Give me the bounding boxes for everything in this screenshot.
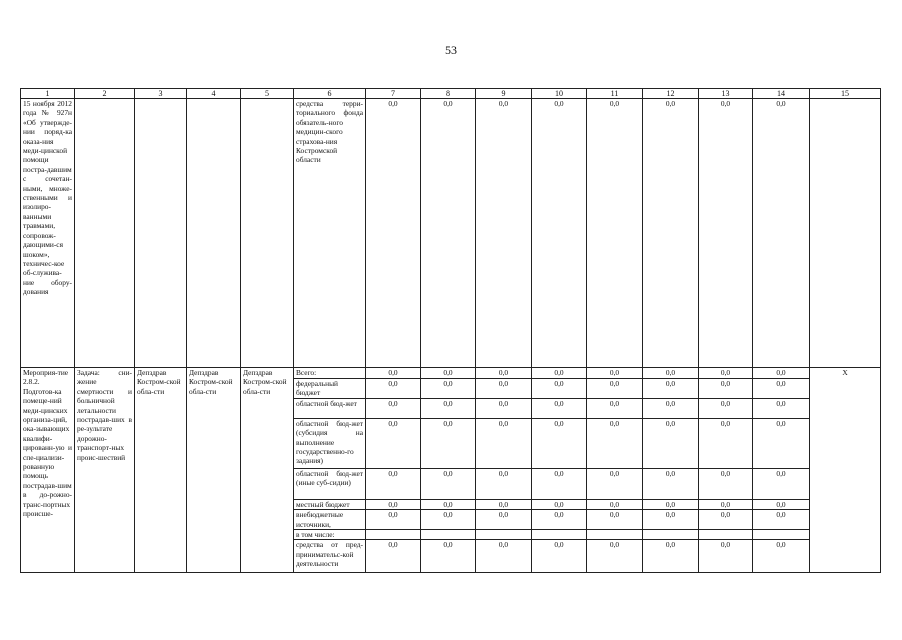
value-cell: 0,0 xyxy=(532,398,587,418)
value-cell: 0,0 xyxy=(366,540,421,573)
value-cell: 0,0 xyxy=(532,379,587,399)
value-cell: 0,0 xyxy=(366,418,421,468)
funding-source-label: областной бюд-жет (субсидия на выполнение государственно-го задания) xyxy=(294,418,366,468)
column-number: 5 xyxy=(241,89,294,99)
value-cell: 0,0 xyxy=(753,379,810,399)
value-cell: 0,0 xyxy=(643,499,699,509)
value-cell: 0,0 xyxy=(753,499,810,509)
value-cell: 0,0 xyxy=(476,398,532,418)
value-cell: 0,0 xyxy=(366,499,421,509)
column-number: 1 xyxy=(21,89,75,99)
participant-cell: Депздрав Костром-ской обла-сти xyxy=(241,368,294,573)
empty-cell xyxy=(75,99,135,368)
value-cell: 0,0 xyxy=(643,418,699,468)
column-number: 2 xyxy=(75,89,135,99)
funding-source-label: федеральный бюджет xyxy=(294,379,366,399)
executor-cell: Депздрав Костром-ской обла-сти xyxy=(187,368,241,573)
column-number: 4 xyxy=(187,89,241,99)
value-cell: 0,0 xyxy=(476,468,532,499)
column-number: 8 xyxy=(421,89,476,99)
value-cell: 0,0 xyxy=(421,499,476,509)
funding-source-label: Всего: xyxy=(294,368,366,379)
value-cell: 0,0 xyxy=(753,510,810,530)
funding-source-label: средства терри-ториального фонда обязатель-ного медицин-ского страхова-ния Костромской области xyxy=(294,99,366,368)
value-cell: 0,0 xyxy=(699,540,753,573)
empty-cell xyxy=(135,99,187,368)
value-cell: 0,0 xyxy=(699,368,753,379)
value-cell: 0,0 xyxy=(587,398,643,418)
value-cell: 0,0 xyxy=(753,418,810,468)
empty-cell xyxy=(810,99,881,368)
value-cell: 0,0 xyxy=(366,468,421,499)
value-cell: 0,0 xyxy=(476,540,532,573)
column-number: 7 xyxy=(366,89,421,99)
column-number: 3 xyxy=(135,89,187,99)
value-cell: 0,0 xyxy=(532,468,587,499)
value-cell xyxy=(421,530,476,540)
value-cell: 0,0 xyxy=(699,398,753,418)
value-cell xyxy=(532,530,587,540)
value-cell: 0,0 xyxy=(476,99,532,368)
value-cell xyxy=(587,530,643,540)
value-cell: 0,0 xyxy=(421,540,476,573)
funding-source-label: местный бюджет xyxy=(294,499,366,509)
value-cell: 0,0 xyxy=(421,468,476,499)
value-cell: 0,0 xyxy=(532,499,587,509)
table-row xyxy=(21,368,881,379)
value-cell: 0,0 xyxy=(532,418,587,468)
value-cell: 0,0 xyxy=(699,418,753,468)
value-cell: 0,0 xyxy=(699,510,753,530)
column-number: 12 xyxy=(643,89,699,99)
value-cell: 0,0 xyxy=(587,418,643,468)
value-cell: 0,0 xyxy=(753,398,810,418)
legal-basis-cell: 15 ноября 2012 года № 927н «Об утвержде-нии поряд-ка оказа-ния меди-цинской помощи постра-давшим с сочетан-ными, множе-ственными и изолиро-ванными травмами, сопровож-дающими-ся шоком», техничес-кое об-служива-ние обору-дования xyxy=(21,99,75,368)
value-cell: 0,0 xyxy=(587,540,643,573)
value-cell: 0,0 xyxy=(532,368,587,379)
column-number: 14 xyxy=(753,89,810,99)
value-cell xyxy=(476,530,532,540)
value-cell: 0,0 xyxy=(421,418,476,468)
value-cell: 0,0 xyxy=(587,99,643,368)
value-cell: 0,0 xyxy=(421,398,476,418)
value-cell: 0,0 xyxy=(753,99,810,368)
value-cell: 0,0 xyxy=(366,99,421,368)
value-cell: 0,0 xyxy=(366,368,421,379)
value-cell: 0,0 xyxy=(366,398,421,418)
value-cell: 0,0 xyxy=(421,99,476,368)
value-cell: 0,0 xyxy=(753,540,810,573)
value-cell: 0,0 xyxy=(421,379,476,399)
activity-cell: Мероприя-тие 2.8.2. Подготов-ка помеще-ний меди-цинских организа-ций, ока-зывающих квалифи-цированн-ую и спе-циализи-рованную помощь пострадав-шим в до-рожно-транс-портных происше- xyxy=(21,368,75,573)
value-cell: 0,0 xyxy=(532,540,587,573)
column-number: 6 xyxy=(294,89,366,99)
value-cell: 0,0 xyxy=(421,510,476,530)
value-cell: 0,0 xyxy=(643,379,699,399)
value-cell xyxy=(366,530,421,540)
value-cell: 0,0 xyxy=(421,368,476,379)
value-cell: 0,0 xyxy=(476,418,532,468)
value-cell: 0,0 xyxy=(587,368,643,379)
column-number: 13 xyxy=(699,89,753,99)
value-cell xyxy=(699,530,753,540)
value-cell: 0,0 xyxy=(532,99,587,368)
value-cell: 0,0 xyxy=(366,379,421,399)
column-number-row xyxy=(21,89,881,99)
funding-source-label: в том числе: xyxy=(294,530,366,540)
value-cell: 0,0 xyxy=(753,468,810,499)
value-cell: 0,0 xyxy=(753,368,810,379)
funding-source-label: внебюджетные источники, xyxy=(294,510,366,530)
column-number: 11 xyxy=(587,89,643,99)
funding-source-label: областной бюд-жет (иные суб-сидии) xyxy=(294,468,366,499)
value-cell: 0,0 xyxy=(699,499,753,509)
value-cell: 0,0 xyxy=(587,499,643,509)
value-cell: 0,0 xyxy=(643,99,699,368)
value-cell: 0,0 xyxy=(476,510,532,530)
value-cell xyxy=(753,530,810,540)
coordinator-cell: Депздрав Костром-ской обла-сти xyxy=(135,368,187,573)
marker-cell: Х xyxy=(810,368,881,573)
value-cell: 0,0 xyxy=(587,468,643,499)
value-cell: 0,0 xyxy=(699,468,753,499)
value-cell: 0,0 xyxy=(643,468,699,499)
value-cell: 0,0 xyxy=(532,510,587,530)
funding-source-label: областной бюд-жет xyxy=(294,398,366,418)
funding-source-label: средства от пред-принимательс-кой деятельности xyxy=(294,540,366,573)
column-number: 10 xyxy=(532,89,587,99)
program-table xyxy=(20,88,881,573)
task-cell: Задача: сни-жение смертности и больничной летальности пострадав-ших в ре-зультате дорожно-транспорт-ных проис-шествий xyxy=(75,368,135,573)
value-cell: 0,0 xyxy=(643,368,699,379)
column-number: 9 xyxy=(476,89,532,99)
empty-cell xyxy=(241,99,294,368)
value-cell: 0,0 xyxy=(476,368,532,379)
value-cell: 0,0 xyxy=(643,510,699,530)
value-cell: 0,0 xyxy=(643,540,699,573)
value-cell: 0,0 xyxy=(476,379,532,399)
column-number: 15 xyxy=(810,89,881,99)
value-cell: 0,0 xyxy=(587,379,643,399)
value-cell xyxy=(643,530,699,540)
value-cell: 0,0 xyxy=(587,510,643,530)
value-cell: 0,0 xyxy=(476,499,532,509)
empty-cell xyxy=(187,99,241,368)
value-cell: 0,0 xyxy=(366,510,421,530)
value-cell: 0,0 xyxy=(699,99,753,368)
value-cell: 0,0 xyxy=(699,379,753,399)
table-row xyxy=(21,99,881,368)
value-cell: 0,0 xyxy=(643,398,699,418)
page-number: 53 xyxy=(445,43,457,57)
